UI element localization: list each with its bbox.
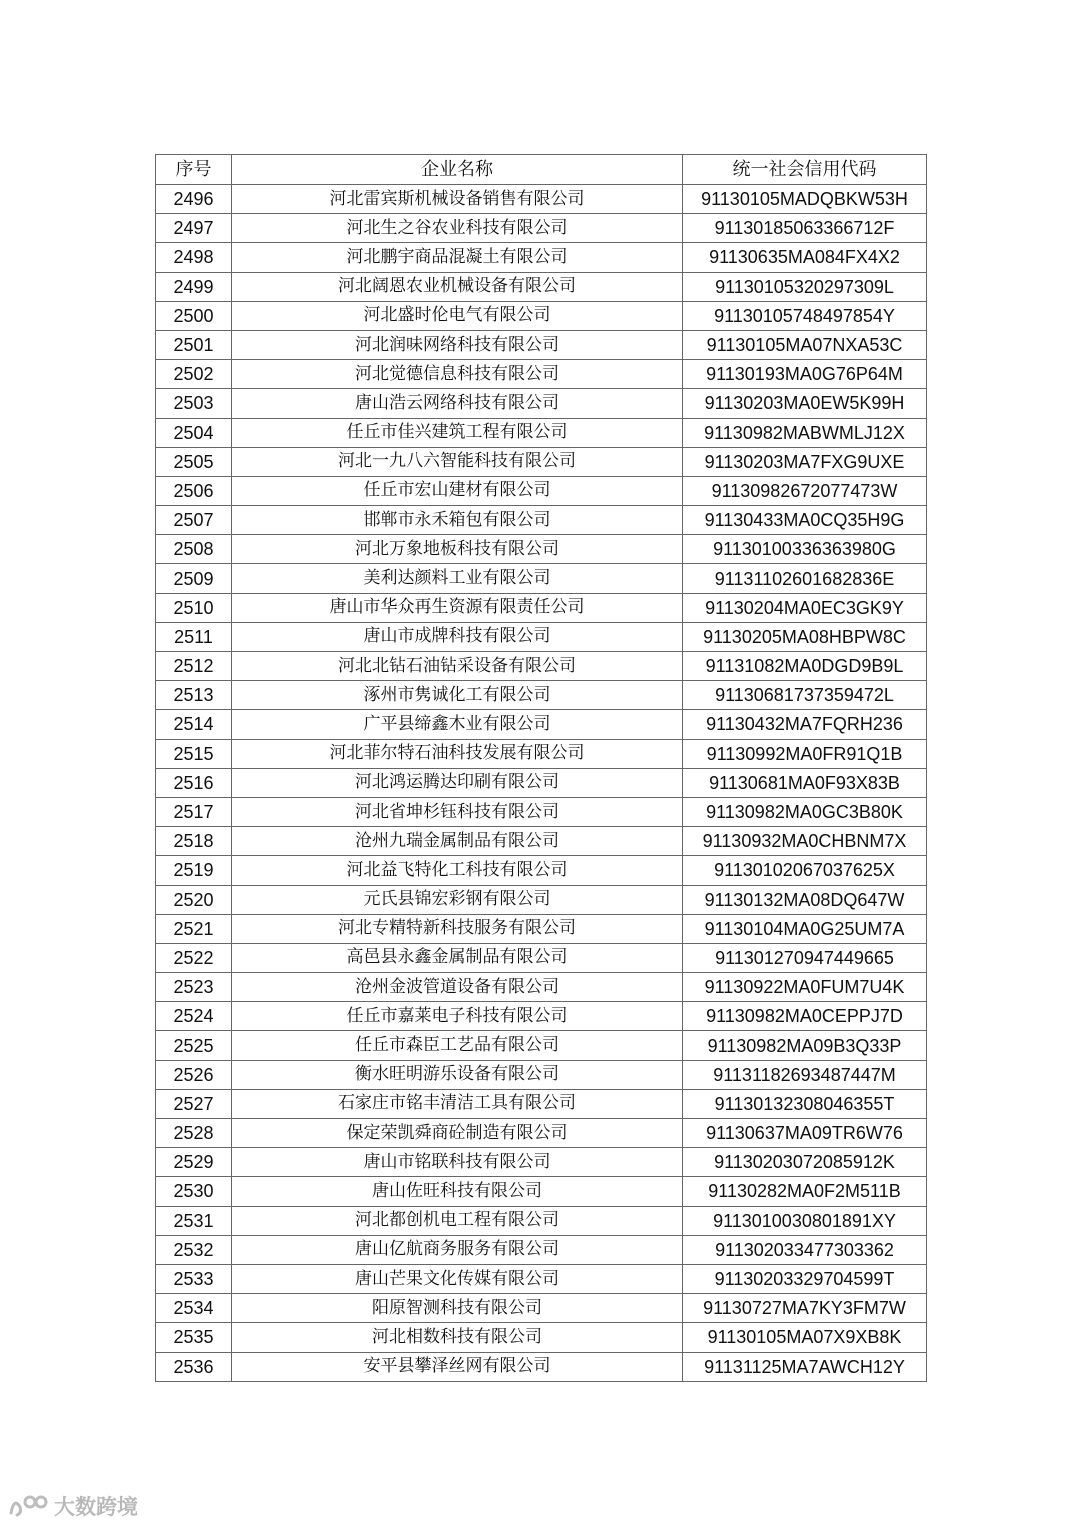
row-company-name: 唐山市成牌科技有限公司 bbox=[232, 622, 683, 651]
row-credit-code: 91130193MA0G76P64M bbox=[683, 360, 927, 389]
table-row bbox=[156, 1089, 927, 1118]
table-row bbox=[156, 535, 927, 564]
row-serial: 2499 bbox=[156, 272, 232, 301]
row-credit-code: 91130203MA7FXG9UXE bbox=[683, 447, 927, 476]
row-credit-code: 91130982672077473W bbox=[683, 476, 927, 505]
row-serial: 2498 bbox=[156, 243, 232, 272]
row-company-name: 河北阔恩农业机械设备有限公司 bbox=[232, 272, 683, 301]
table-row bbox=[156, 1235, 927, 1264]
row-company-name: 安平县攀泽丝网有限公司 bbox=[232, 1352, 683, 1381]
row-credit-code: 91130105320297309L bbox=[683, 272, 927, 301]
watermark bbox=[8, 1491, 138, 1521]
row-credit-code: 91130637MA09TR6W76 bbox=[683, 1119, 927, 1148]
row-serial: 2504 bbox=[156, 418, 232, 447]
row-credit-code: 91130185063366712F bbox=[683, 214, 927, 243]
table-row bbox=[156, 1264, 927, 1293]
row-serial: 2519 bbox=[156, 856, 232, 885]
table-row bbox=[156, 301, 927, 330]
table-row bbox=[156, 418, 927, 447]
row-company-name: 衡水旺明游乐设备有限公司 bbox=[232, 1060, 683, 1089]
row-credit-code: 91130922MA0FUM7U4K bbox=[683, 973, 927, 1002]
row-serial: 2509 bbox=[156, 564, 232, 593]
row-credit-code: 91130104MA0G25UM7A bbox=[683, 914, 927, 943]
row-company-name: 河北省坤杉钰科技有限公司 bbox=[232, 797, 683, 826]
row-serial: 2528 bbox=[156, 1119, 232, 1148]
table-row bbox=[156, 1177, 927, 1206]
table-row bbox=[156, 943, 927, 972]
row-serial: 2518 bbox=[156, 827, 232, 856]
table-row bbox=[156, 214, 927, 243]
row-serial: 2516 bbox=[156, 768, 232, 797]
row-credit-code: 91131182693487447M bbox=[683, 1060, 927, 1089]
table-row bbox=[156, 1352, 927, 1381]
row-company-name: 广平县缔鑫木业有限公司 bbox=[232, 710, 683, 739]
row-company-name: 河北相数科技有限公司 bbox=[232, 1323, 683, 1352]
row-company-name: 任丘市嘉莱电子科技有限公司 bbox=[232, 1002, 683, 1031]
row-serial: 2501 bbox=[156, 330, 232, 359]
table-row bbox=[156, 1323, 927, 1352]
row-company-name: 河北盛时伦电气有限公司 bbox=[232, 301, 683, 330]
row-serial: 2506 bbox=[156, 476, 232, 505]
row-serial: 2507 bbox=[156, 506, 232, 535]
row-company-name: 河北北钻石油钻采设备有限公司 bbox=[232, 652, 683, 681]
row-serial: 2535 bbox=[156, 1323, 232, 1352]
enterprise-table bbox=[155, 154, 927, 1382]
table-row bbox=[156, 243, 927, 272]
row-serial: 2524 bbox=[156, 1002, 232, 1031]
row-credit-code: 9113010030801891XY bbox=[683, 1206, 927, 1235]
row-serial: 2530 bbox=[156, 1177, 232, 1206]
row-company-name: 河北鸿运腾达印刷有限公司 bbox=[232, 768, 683, 797]
row-credit-code: 91130105MADQBKW53H bbox=[683, 185, 927, 214]
row-company-name: 唐山芒果文化传媒有限公司 bbox=[232, 1264, 683, 1293]
row-serial: 2533 bbox=[156, 1264, 232, 1293]
row-credit-code: 91130932MA0CHBNM7X bbox=[683, 827, 927, 856]
row-credit-code: 91130132308046355T bbox=[683, 1089, 927, 1118]
row-company-name: 唐山市铭联科技有限公司 bbox=[232, 1148, 683, 1177]
table-row bbox=[156, 914, 927, 943]
row-serial: 2503 bbox=[156, 389, 232, 418]
row-serial: 2526 bbox=[156, 1060, 232, 1089]
row-serial: 2513 bbox=[156, 681, 232, 710]
row-credit-code: 91130982MA0GC3B80K bbox=[683, 797, 927, 826]
row-company-name: 元氏县锦宏彩钢有限公司 bbox=[232, 885, 683, 914]
row-credit-code: 91130204MA0EC3GK9Y bbox=[683, 593, 927, 622]
row-serial: 2502 bbox=[156, 360, 232, 389]
row-serial: 2512 bbox=[156, 652, 232, 681]
row-credit-code: 91130203072085912K bbox=[683, 1148, 927, 1177]
table-row bbox=[156, 768, 927, 797]
row-company-name: 美利达颜料工业有限公司 bbox=[232, 564, 683, 593]
row-company-name: 唐山市华众再生资源有限责任公司 bbox=[232, 593, 683, 622]
row-credit-code: 91130982MA0CEPPJ7D bbox=[683, 1002, 927, 1031]
row-serial: 2517 bbox=[156, 797, 232, 826]
row-serial: 2505 bbox=[156, 447, 232, 476]
row-credit-code: 91130727MA7KY3FM7W bbox=[683, 1294, 927, 1323]
row-company-name: 沧州九瑞金属制品有限公司 bbox=[232, 827, 683, 856]
row-company-name: 河北菲尔特石油科技发展有限公司 bbox=[232, 739, 683, 768]
row-credit-code: 91130681MA0F93X83B bbox=[683, 768, 927, 797]
table-row bbox=[156, 739, 927, 768]
row-company-name: 河北雷宾斯机械设备销售有限公司 bbox=[232, 185, 683, 214]
row-company-name: 任丘市森臣工艺品有限公司 bbox=[232, 1031, 683, 1060]
row-credit-code: 91131125MA7AWCH12Y bbox=[683, 1352, 927, 1381]
row-serial: 2523 bbox=[156, 973, 232, 1002]
table-row bbox=[156, 389, 927, 418]
row-credit-code: 91130102067037625X bbox=[683, 856, 927, 885]
row-company-name: 高邑县永鑫金属制品有限公司 bbox=[232, 943, 683, 972]
row-credit-code: 91130203329704599T bbox=[683, 1264, 927, 1293]
row-serial: 2515 bbox=[156, 739, 232, 768]
row-credit-code: 91130635MA084FX4X2 bbox=[683, 243, 927, 272]
row-serial: 2500 bbox=[156, 301, 232, 330]
header-serial: 序号 bbox=[156, 155, 232, 185]
row-serial: 2522 bbox=[156, 943, 232, 972]
row-company-name: 河北万象地板科技有限公司 bbox=[232, 535, 683, 564]
table-row bbox=[156, 1060, 927, 1089]
row-company-name: 石家庄市铭丰清洁工具有限公司 bbox=[232, 1089, 683, 1118]
row-serial: 2514 bbox=[156, 710, 232, 739]
table-row bbox=[156, 885, 927, 914]
table-row bbox=[156, 447, 927, 476]
table-row bbox=[156, 652, 927, 681]
header-company-name: 企业名称 bbox=[232, 155, 683, 185]
row-credit-code: 91131082MA0DGD9B9L bbox=[683, 652, 927, 681]
table-row bbox=[156, 1294, 927, 1323]
row-company-name: 任丘市佳兴建筑工程有限公司 bbox=[232, 418, 683, 447]
table-row bbox=[156, 185, 927, 214]
table-row bbox=[156, 506, 927, 535]
row-company-name: 河北一九八六智能科技有限公司 bbox=[232, 447, 683, 476]
row-credit-code: 91130433MA0CQ35H9G bbox=[683, 506, 927, 535]
row-serial: 2531 bbox=[156, 1206, 232, 1235]
row-credit-code: 91130982MABWMLJ12X bbox=[683, 418, 927, 447]
row-credit-code: 91130203MA0EW5K99H bbox=[683, 389, 927, 418]
table-row bbox=[156, 710, 927, 739]
row-company-name: 河北专精特新科技服务有限公司 bbox=[232, 914, 683, 943]
row-company-name: 邯郸市永禾箱包有限公司 bbox=[232, 506, 683, 535]
row-company-name: 沧州金波管道设备有限公司 bbox=[232, 973, 683, 1002]
row-credit-code: 911302033477303362 bbox=[683, 1235, 927, 1264]
table-row bbox=[156, 272, 927, 301]
header-credit-code: 统一社会信用代码 bbox=[683, 155, 927, 185]
row-company-name: 保定荣凯舜商砼制造有限公司 bbox=[232, 1119, 683, 1148]
row-company-name: 唐山佐旺科技有限公司 bbox=[232, 1177, 683, 1206]
table-row bbox=[156, 681, 927, 710]
table-row bbox=[156, 1206, 927, 1235]
table-row bbox=[156, 622, 927, 651]
row-serial: 2521 bbox=[156, 914, 232, 943]
table-row bbox=[156, 593, 927, 622]
row-company-name: 任丘市宏山建材有限公司 bbox=[232, 476, 683, 505]
table-row bbox=[156, 330, 927, 359]
row-serial: 2525 bbox=[156, 1031, 232, 1060]
row-credit-code: 91130205MA08HBPW8C bbox=[683, 622, 927, 651]
row-serial: 2497 bbox=[156, 214, 232, 243]
table-row bbox=[156, 476, 927, 505]
row-credit-code: 91131102601682836E bbox=[683, 564, 927, 593]
row-credit-code: 91130105MA07X9XB8K bbox=[683, 1323, 927, 1352]
row-credit-code: 91130432MA7FQRH236 bbox=[683, 710, 927, 739]
row-serial: 2510 bbox=[156, 593, 232, 622]
row-credit-code: 91130982MA09B3Q33P bbox=[683, 1031, 927, 1060]
row-serial: 2520 bbox=[156, 885, 232, 914]
row-company-name: 河北都创机电工程有限公司 bbox=[232, 1206, 683, 1235]
row-company-name: 河北润味网络科技有限公司 bbox=[232, 330, 683, 359]
row-serial: 2496 bbox=[156, 185, 232, 214]
row-credit-code: 91130100336363980G bbox=[683, 535, 927, 564]
row-credit-code: 911301270947449665 bbox=[683, 943, 927, 972]
table-row bbox=[156, 1148, 927, 1177]
table-row bbox=[156, 856, 927, 885]
row-company-name: 涿州市隽诚化工有限公司 bbox=[232, 681, 683, 710]
row-company-name: 河北益飞特化工科技有限公司 bbox=[232, 856, 683, 885]
row-serial: 2536 bbox=[156, 1352, 232, 1381]
row-credit-code: 91130681737359472L bbox=[683, 681, 927, 710]
table-row bbox=[156, 1002, 927, 1031]
table-row bbox=[156, 360, 927, 389]
row-company-name: 唐山亿航商务服务有限公司 bbox=[232, 1235, 683, 1264]
row-company-name: 河北觉德信息科技有限公司 bbox=[232, 360, 683, 389]
row-serial: 2511 bbox=[156, 622, 232, 651]
row-serial: 2527 bbox=[156, 1089, 232, 1118]
row-serial: 2508 bbox=[156, 535, 232, 564]
row-credit-code: 91130282MA0F2M511B bbox=[683, 1177, 927, 1206]
row-serial: 2534 bbox=[156, 1294, 232, 1323]
row-company-name: 河北鹏宇商品混凝土有限公司 bbox=[232, 243, 683, 272]
row-credit-code: 91130105748497854Y bbox=[683, 301, 927, 330]
row-credit-code: 91130105MA07NXA53C bbox=[683, 330, 927, 359]
dashuju-logo-icon bbox=[8, 1493, 48, 1519]
row-credit-code: 91130132MA08DQ647W bbox=[683, 885, 927, 914]
row-credit-code: 91130992MA0FR91Q1B bbox=[683, 739, 927, 768]
table-row bbox=[156, 564, 927, 593]
row-company-name: 阳原智测科技有限公司 bbox=[232, 1294, 683, 1323]
row-company-name: 唐山浩云网络科技有限公司 bbox=[232, 389, 683, 418]
row-serial: 2532 bbox=[156, 1235, 232, 1264]
watermark-text: 大数跨境 bbox=[54, 1495, 138, 1519]
row-serial: 2529 bbox=[156, 1148, 232, 1177]
table-header-row bbox=[156, 155, 927, 185]
table-row bbox=[156, 827, 927, 856]
table-row bbox=[156, 797, 927, 826]
table-row bbox=[156, 973, 927, 1002]
table-row bbox=[156, 1119, 927, 1148]
table-row bbox=[156, 1031, 927, 1060]
row-company-name: 河北生之谷农业科技有限公司 bbox=[232, 214, 683, 243]
